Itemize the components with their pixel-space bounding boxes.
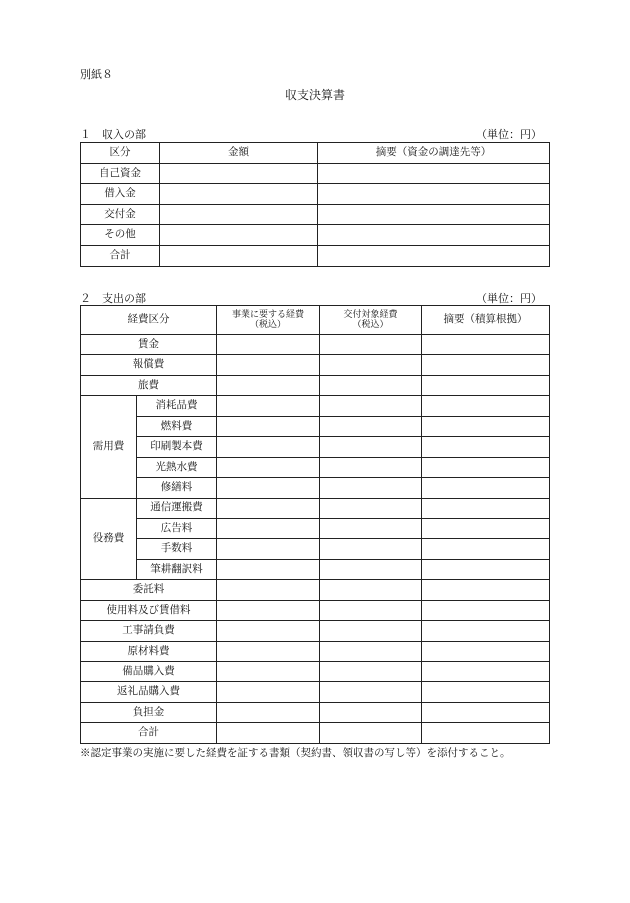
expense-table [80,305,550,744]
income-notes-cell[interactable] [318,204,550,225]
expense-cost-cell[interactable] [217,662,320,682]
expense-header-row [81,306,550,335]
expense-eligible-cell[interactable] [320,478,422,498]
expense-cost-cell[interactable] [217,682,320,702]
income-total-row [81,245,550,266]
expense-subrow-label: 光熱水費 [137,457,217,477]
expense-row [81,621,550,641]
expense-header-eligible [320,306,422,335]
income-amount-cell[interactable] [160,225,318,246]
expense-notes-cell[interactable] [422,355,550,375]
expense-row [81,682,550,702]
expense-eligible-cell[interactable] [320,437,422,457]
expense-row [81,335,550,355]
expense-row [81,416,550,436]
expense-cost-cell[interactable] [217,600,320,620]
expense-header-cost-line2: （税込） [249,320,286,330]
income-row [81,163,550,184]
expense-eligible-cell[interactable] [320,457,422,477]
expense-notes-cell[interactable] [422,457,550,477]
expense-header-eligible-line2: （税込） [352,320,389,330]
expense-notes-cell[interactable] [422,539,550,559]
expense-cost-cell[interactable] [217,641,320,661]
expense-subrow-label: 広告料 [137,518,217,538]
expense-row [81,641,550,661]
expense-notes-cell[interactable] [422,641,550,661]
expense-notes-cell[interactable] [422,600,550,620]
expense-row [81,518,550,538]
expense-notes-cell[interactable] [422,396,550,416]
expense-header-category: 経費区分 [81,306,217,335]
income-notes-cell[interactable] [318,184,550,205]
expense-eligible-cell[interactable] [320,559,422,579]
expense-header-notes: 摘要（積算根拠） [422,306,550,335]
expense-row [81,539,550,559]
expense-row [81,600,550,620]
expense-header-eligible-line1: 交付対象経費 [343,309,398,320]
expense-total-cost-cell[interactable] [217,723,320,743]
expense-notes-cell[interactable] [422,437,550,457]
income-total-label: 合計 [81,245,160,266]
expense-row [81,559,550,579]
income-section-title: １ 収入の部 [80,128,146,141]
expense-subrow-label: 通信運搬費 [137,498,217,518]
expense-cost-cell[interactable] [217,621,320,641]
expense-notes-cell[interactable] [422,559,550,579]
income-row-label: 自己資金 [81,163,160,184]
expense-notes-cell[interactable] [422,518,550,538]
expense-eligible-cell[interactable] [320,335,422,355]
expense-group-label: 役務費 [81,498,137,580]
expense-total-eligible-cell[interactable] [320,723,422,743]
expense-eligible-cell[interactable] [320,702,422,722]
income-row-label: その他 [81,225,160,246]
expense-row-label: 返礼品購入費 [81,682,217,702]
expense-notes-cell[interactable] [422,621,550,641]
expense-row-label: 使用料及び賃借料 [81,600,217,620]
expense-row-label: 工事請負費 [81,621,217,641]
expense-cost-cell[interactable] [217,355,320,375]
expense-row-label: 備品購入費 [81,662,217,682]
income-row [81,204,550,225]
expense-eligible-cell[interactable] [320,621,422,641]
income-total-notes-cell[interactable] [318,245,550,266]
expense-cost-cell[interactable] [217,375,320,395]
expense-notes-cell[interactable] [422,335,550,355]
expense-eligible-cell[interactable] [320,641,422,661]
expense-row [81,457,550,477]
expense-subrow-label: 修繕料 [137,478,217,498]
expense-row [81,396,550,416]
expense-notes-cell[interactable] [422,498,550,518]
income-row-label: 借入金 [81,184,160,205]
expense-notes-cell[interactable] [422,682,550,702]
expense-cost-cell[interactable] [217,702,320,722]
expense-cost-cell[interactable] [217,437,320,457]
expense-total-notes-cell[interactable] [422,723,550,743]
expense-eligible-cell[interactable] [320,580,422,600]
expense-row-label: 原材料費 [81,641,217,661]
expense-cost-cell[interactable] [217,335,320,355]
income-row [81,184,550,205]
expense-cost-cell[interactable] [217,396,320,416]
expense-eligible-cell[interactable] [320,416,422,436]
income-total-amount-cell[interactable] [160,245,318,266]
expense-cost-cell[interactable] [217,518,320,538]
income-header-category: 区分 [81,143,160,164]
expense-total-label: 合計 [81,723,217,743]
expense-notes-cell[interactable] [422,662,550,682]
expense-group-label: 需用費 [81,396,137,498]
expense-cost-cell[interactable] [217,416,320,436]
expense-row [81,478,550,498]
income-header-notes: 摘要（資金の調達先等） [318,143,550,164]
expense-cost-cell[interactable] [217,498,320,518]
expense-row-label: 賃金 [81,335,217,355]
income-amount-cell[interactable] [160,184,318,205]
income-amount-cell[interactable] [160,163,318,184]
expense-row-label: 委託料 [81,580,217,600]
expense-eligible-cell[interactable] [320,600,422,620]
expense-row [81,375,550,395]
expense-row [81,702,550,722]
expense-header-cost [217,306,320,335]
expense-eligible-cell[interactable] [320,662,422,682]
expense-header-cost-line1: 事業に要する経費 [231,309,304,320]
expense-subrow-label: 手数料 [137,539,217,559]
income-unit-label: （単位：円） [476,128,542,141]
expense-cost-cell[interactable] [217,539,320,559]
document-title: 収支決算書 [284,88,345,102]
expense-eligible-cell[interactable] [320,498,422,518]
expense-subrow-label: 筆耕翻訳料 [137,559,217,579]
expense-row [81,662,550,682]
expense-unit-label: （単位：円） [476,292,542,305]
expense-eligible-cell[interactable] [320,682,422,702]
expense-notes-cell[interactable] [422,702,550,722]
expense-cost-cell[interactable] [217,457,320,477]
expense-row [81,498,550,518]
expense-eligible-cell[interactable] [320,375,422,395]
expense-eligible-cell[interactable] [320,518,422,538]
income-amount-cell[interactable] [160,204,318,225]
expense-notes-cell[interactable] [422,375,550,395]
expense-row [81,580,550,600]
expense-subrow-label: 印刷製本費 [137,437,217,457]
expense-row-label: 負担金 [81,702,217,722]
expense-eligible-cell[interactable] [320,396,422,416]
expense-notes-cell[interactable] [422,478,550,498]
expense-notes-cell[interactable] [422,416,550,436]
income-table [80,142,550,267]
expense-cost-cell[interactable] [217,559,320,579]
expense-row [81,437,550,457]
expense-row-label: 報償費 [81,355,217,375]
expense-section-title: ２ 支出の部 [80,292,146,305]
income-notes-cell[interactable] [318,225,550,246]
expense-subrow-label: 燃料費 [137,416,217,436]
expense-cost-cell[interactable] [217,580,320,600]
document-id: 別紙８ [80,68,113,81]
expense-row-label: 旅費 [81,375,217,395]
expense-total-row [81,723,550,743]
expense-eligible-cell[interactable] [320,539,422,559]
expense-notes-cell[interactable] [422,580,550,600]
attachment-note: ※認定事業の実施に要した経費を証する書類（契約書、領収書の写し等）を添付すること。 [80,747,511,759]
income-header-amount: 金額 [160,143,318,164]
income-row [81,225,550,246]
income-row-label: 交付金 [81,204,160,225]
income-notes-cell[interactable] [318,163,550,184]
expense-eligible-cell[interactable] [320,355,422,375]
income-header-row [81,143,550,164]
expense-row [81,355,550,375]
expense-cost-cell[interactable] [217,478,320,498]
expense-subrow-label: 消耗品費 [137,396,217,416]
